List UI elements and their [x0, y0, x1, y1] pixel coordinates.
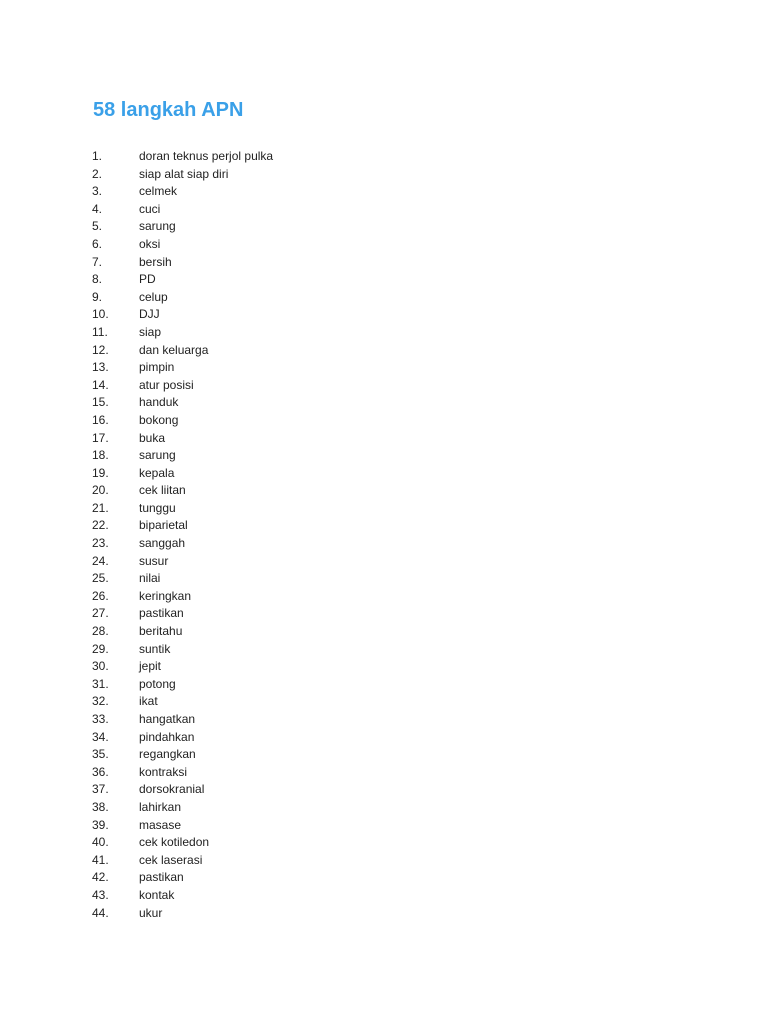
list-item [92, 570, 273, 588]
step-text: cek laserasi [139, 852, 203, 867]
step-number: 35. [92, 747, 109, 762]
step-number: 1. [92, 149, 103, 163]
step-number: 3. [92, 184, 103, 199]
step-text: pindahkan [139, 729, 195, 744]
step-number: 41. [92, 852, 109, 867]
step-text: siap [139, 324, 162, 339]
list-item [92, 641, 273, 659]
step-number: 12. [92, 342, 109, 357]
step-number: 24. [92, 553, 109, 568]
step-text: kontak [139, 887, 175, 902]
list-item [92, 236, 273, 254]
step-text: kontraksi [139, 764, 188, 779]
step-number: 40. [92, 835, 109, 850]
list-item [92, 342, 273, 360]
list-item [92, 711, 273, 729]
steps-list [92, 148, 273, 922]
list-item [92, 482, 273, 500]
list-item [92, 500, 273, 518]
step-text: tunggu [139, 500, 176, 515]
list-item [92, 887, 273, 905]
page-title: 58 langkah APN [93, 99, 244, 121]
list-item [92, 359, 273, 377]
list-item [92, 377, 273, 395]
list-item [92, 746, 273, 764]
step-number: 29. [92, 641, 109, 656]
step-number: 39. [92, 817, 109, 832]
list-item [92, 905, 273, 923]
step-number: 7. [92, 254, 103, 269]
step-text: buka [139, 430, 166, 445]
step-number: 9. [92, 289, 103, 304]
step-number: 28. [92, 624, 109, 639]
step-number: 2. [92, 166, 103, 181]
step-text: cek liitan [139, 483, 186, 498]
list-item [92, 430, 273, 448]
step-text: atur posisi [139, 377, 194, 392]
step-number: 31. [92, 676, 109, 691]
step-text: kepala [139, 465, 175, 480]
list-item [92, 553, 273, 571]
list-item [92, 676, 273, 694]
step-number: 10. [92, 307, 109, 322]
step-number: 38. [92, 799, 109, 814]
list-item [92, 517, 273, 535]
step-number: 32. [92, 694, 109, 709]
step-text: dorsokranial [139, 782, 205, 797]
step-text: cek kotiledon [139, 835, 210, 850]
list-item [92, 817, 273, 835]
step-text: hangatkan [139, 712, 196, 726]
step-number: 18. [92, 448, 109, 463]
step-number: 25. [92, 571, 109, 586]
step-text: sarung [139, 219, 176, 234]
list-item [92, 306, 273, 324]
step-number: 15. [92, 395, 109, 410]
step-number: 5. [92, 219, 103, 234]
step-text: sanggah [139, 536, 186, 551]
step-text: susur [139, 553, 169, 568]
list-item [92, 535, 273, 553]
step-number: 8. [92, 272, 103, 287]
list-item [92, 799, 273, 817]
step-text: keringkan [139, 588, 192, 603]
step-text: pastikan [139, 870, 184, 885]
step-text: ukur [139, 905, 163, 920]
step-number: 16. [92, 412, 109, 427]
step-number: 44. [92, 905, 109, 920]
list-item [92, 588, 273, 606]
step-number: 27. [92, 606, 109, 621]
step-number: 34. [92, 729, 109, 744]
step-text: masase [139, 817, 182, 832]
list-item [92, 781, 273, 799]
step-text: bokong [139, 412, 179, 427]
list-item [92, 289, 273, 307]
list-item [92, 605, 273, 623]
step-text: suntik [139, 641, 171, 656]
list-item [92, 834, 273, 852]
list-item [92, 271, 273, 289]
step-text: biparietal [139, 518, 188, 533]
step-text: beritahu [139, 624, 183, 639]
step-text: sarung [139, 448, 176, 463]
list-item [92, 623, 273, 641]
list-item [92, 254, 273, 272]
step-number: 20. [92, 483, 109, 498]
step-text: doran teknus perjol pulka [139, 149, 274, 163]
step-text: regangkan [139, 747, 196, 762]
step-number: 22. [92, 518, 109, 533]
list-item [92, 658, 273, 676]
step-number: 43. [92, 887, 109, 902]
list-item [92, 324, 273, 342]
step-number: 37. [92, 782, 109, 797]
step-text: celmek [139, 184, 178, 199]
list-item [92, 166, 273, 184]
step-text: handuk [139, 395, 179, 410]
step-number: 13. [92, 360, 109, 375]
list-item [92, 412, 273, 430]
list-item [92, 764, 273, 782]
list-item [92, 183, 273, 201]
step-text: potong [139, 676, 176, 691]
list-item [92, 693, 273, 711]
step-number: 11. [92, 324, 108, 339]
step-text: dan keluarga [139, 342, 209, 357]
step-text: cuci [139, 201, 161, 216]
step-text: pastikan [139, 606, 184, 621]
step-number: 19. [92, 465, 109, 480]
list-item [92, 729, 273, 747]
list-item [92, 148, 273, 166]
list-item [92, 394, 273, 412]
step-text: nilai [139, 571, 161, 586]
step-number: 23. [92, 536, 109, 551]
step-text: ikat [139, 694, 158, 709]
step-text: lahirkan [139, 799, 182, 814]
list-item [92, 869, 273, 887]
step-number: 26. [92, 588, 109, 603]
step-text: pimpin [139, 360, 175, 375]
step-number: 42. [92, 870, 109, 885]
step-text: celup [139, 289, 168, 304]
list-item [92, 447, 273, 465]
step-number: 4. [92, 201, 103, 216]
step-text: siap alat siap diri [139, 166, 229, 181]
step-text: jepit [139, 659, 162, 674]
list-item [92, 852, 273, 870]
list-item [92, 201, 273, 219]
step-number: 17. [92, 430, 109, 445]
step-number: 36. [92, 764, 109, 779]
step-number: 21. [92, 500, 109, 515]
step-text: oksi [139, 236, 161, 251]
step-text: DJJ [139, 307, 160, 322]
list-item [92, 218, 273, 236]
step-text: PD [139, 272, 156, 287]
step-number: 33. [92, 712, 109, 726]
list-item [92, 465, 273, 483]
step-number: 30. [92, 659, 109, 674]
step-text: bersih [139, 254, 172, 269]
step-number: 6. [92, 236, 103, 251]
step-number: 14. [92, 377, 109, 392]
